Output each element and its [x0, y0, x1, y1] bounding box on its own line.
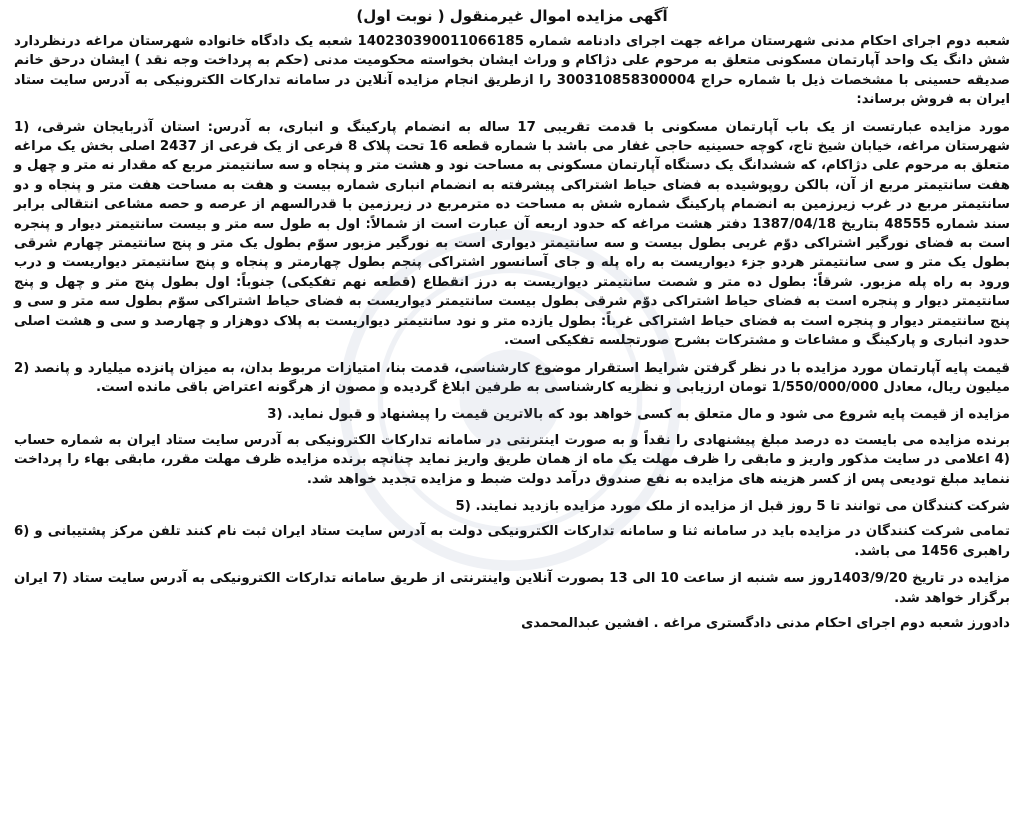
notice-item-1: مورد مزایده عبارتست از یک باب آپارتمان مسکونی با قدمت تقریبی 17 ساله به انضمام پارکینگ و انباری، به آدرس: استان آذربایجان شرقی، (1 شهرستان مراغه، خیابان شیخ تاج، کوچه حسینیه حاجی غفار می باشد با شماره قطعه 16 تحت پلاک 8 فرعی از یک فرعی از 2437 اصلی بخش یک مراغه متعلق به مرحوم علی دژاکام، که ششدانگ یک دستگاه آپارتمان مسکونی به مساحت نود و هشت متر و پنجاه و سه سانتیمتر مربع که مقدار نه متر و چهل و هفت سانتیمتر مربع از آن، بالکن روپوشیده به فضای حیاط اشتراکی پیشرفته به انضمام انباری شماره بیست و هفت به مساحت هفت متر و پنجاه و دو سانتیمتر مربع در غرب زیرزمین به انضمام پارکینگ شماره شش به مساحت ده مترمربع در زیرزمین با قدرالسهم از عرصه و حصه مشاعی انتقالی برابر سند شماره 48555 بتاریخ 1387/04/18 دفتر هشت مراغه که حدود اربعه آن عبارت است از شمالاً: اول به طول سه متر و بیست سانتیمتر دیوار و پنجره است به فضای نورگیر اشتراکی دوّم غربی بطول بیست و سه سانتیمتر دیواری است به نورگیر مزبور سوّم بطول یک متر و پنج سانتیمتر چهارم شرقی بطول یک متر و سی سانتیمتر هردو جزء دیواریست به راه پله و جای آسانسور اشتراکی پنجم بطول چهارمتر و پنجاه و پنج سانتیمتر دیواریست و درب ورود به راه پله مزبور. شرقاً: بطول ده متر و شصت سانتیمتر دیواریست به درز انقطاع (قطعه نهم تفکیکی) جنوباً: اول بطول پنج متر و چهل و پنج سانتیمتر دیوار و پنجره است به فضای حیاط اشتراکی دوّم شرقی بطول بیست سانتیمتر دیواریست به فضای حیاط اشتراکی سوّم بطول سه متر و سی و پنج سانتیمتر دیوار و پنجره است به فضای حیاط اشتراکی غرباً: بطول یازده متر و نود سانتیمتر دیواریست به پلاک دوهزار و چهارصد و سی و هشت اصلی حدود انباری و پارکینگ و مشاعات و مشترکات بشرح صورتجلسه تفکیکی است. — [14, 119, 1010, 349]
notice-item-2: قیمت پایه آپارتمان مورد مزایده با در نظر گرفتن شرایط استقرار موضوع کارشناسی، قدمت بنا، امتیازات مربوط بدان، به میزان پانزده میلیارد و پانصد (2 میلیون ریال، معادل 1/550/000/000 تومان ارزیابی و نظریه کارشناسی به طرفین ابلاغ گردیده و مصون از هرگونه اعتراض باقی مانده است. — [14, 360, 1010, 395]
notice-item-6: تمامی شرکت کنندگان در مزایده باید در سامانه ثنا و سامانه تدارکات الکترونیکی دولت به آدرس سایت ستاد ایران ثبت نام کنند تلفن مرکز پشتیبانی و (6 راهبری 1456 می باشد. — [14, 524, 1010, 559]
notice-item-7: مزایده در تاریخ 1403/9/20روز سه شنبه از ساعت 10 الی 13 بصورت آنلاین واینترنتی از طریق سامانه تدارکات الکترونیکی به آدرس سایت ستاد (7 ایران برگزار خواهد شد. — [14, 571, 1010, 606]
notice-item-3: مزایده از قیمت پایه شروع می شود و مال متعلق به کسی خواهد بود که بالاترین قیمت را پیشنهاد و قبول نماید. (3 — [267, 407, 1010, 423]
notice-intro: شعبه دوم اجرای احکام مدنی شهرستان مراغه جهت اجرای دادنامه شماره 140230390011066185 شعبه یک دادگاه خانواده شهرستان مراغه درنظردارد شش دانگ یک واحد آپارتمان مسکونی متعلق به مرحوم علی دژاکام و وراث ایشان بخواسته محکومیت مدنی (حکم به پرداخت وجه نقد ) ایشان درحق خانم صدیقه حسینی با مشخصات ذیل با شماره حراج 300310858300004 را ازطریق انجام مزایده آنلاین در سامانه تدارکات الکترونیکی به آدرس سایت ستاد ایران به فروش برساند: — [14, 34, 1011, 108]
notice-title: آگهی مزایده اموال غیرمنقول ( نوبت اول) — [356, 7, 668, 25]
notice-item-4: برنده مزایده می بایست ده درصد مبلغ پیشنهادی را نقداً و به صورت اینترنتی در سامانه تدارکات الکترونیکی به آدرس سایت ستاد ایران به شماره حساب (4 اعلامی در سایت مذکور واریز و مابقی را ظرف مهلت یک ماه از همان طریق واریز نماید چنانچه برنده مزایده ظرف مهلت مقرر، مابقی بهاء را پرداخت ننماید مبلغ تودیعی پس از کسر هزینه های مزایده به نفع صندوق درآمد دولت ضبط و مزایده تجدید خواهد شد. — [14, 432, 1010, 487]
signature-line: دادورز شعبه دوم اجرای احکام مدنی دادگستری مراغه . افشین عبدالمحمدی — [521, 615, 1010, 631]
notice-item-5: شرکت کنندگان می توانند تا 5 روز قبل از مزایده از ملک مورد مزایده بازدید نمایند. (5 — [455, 498, 1010, 514]
